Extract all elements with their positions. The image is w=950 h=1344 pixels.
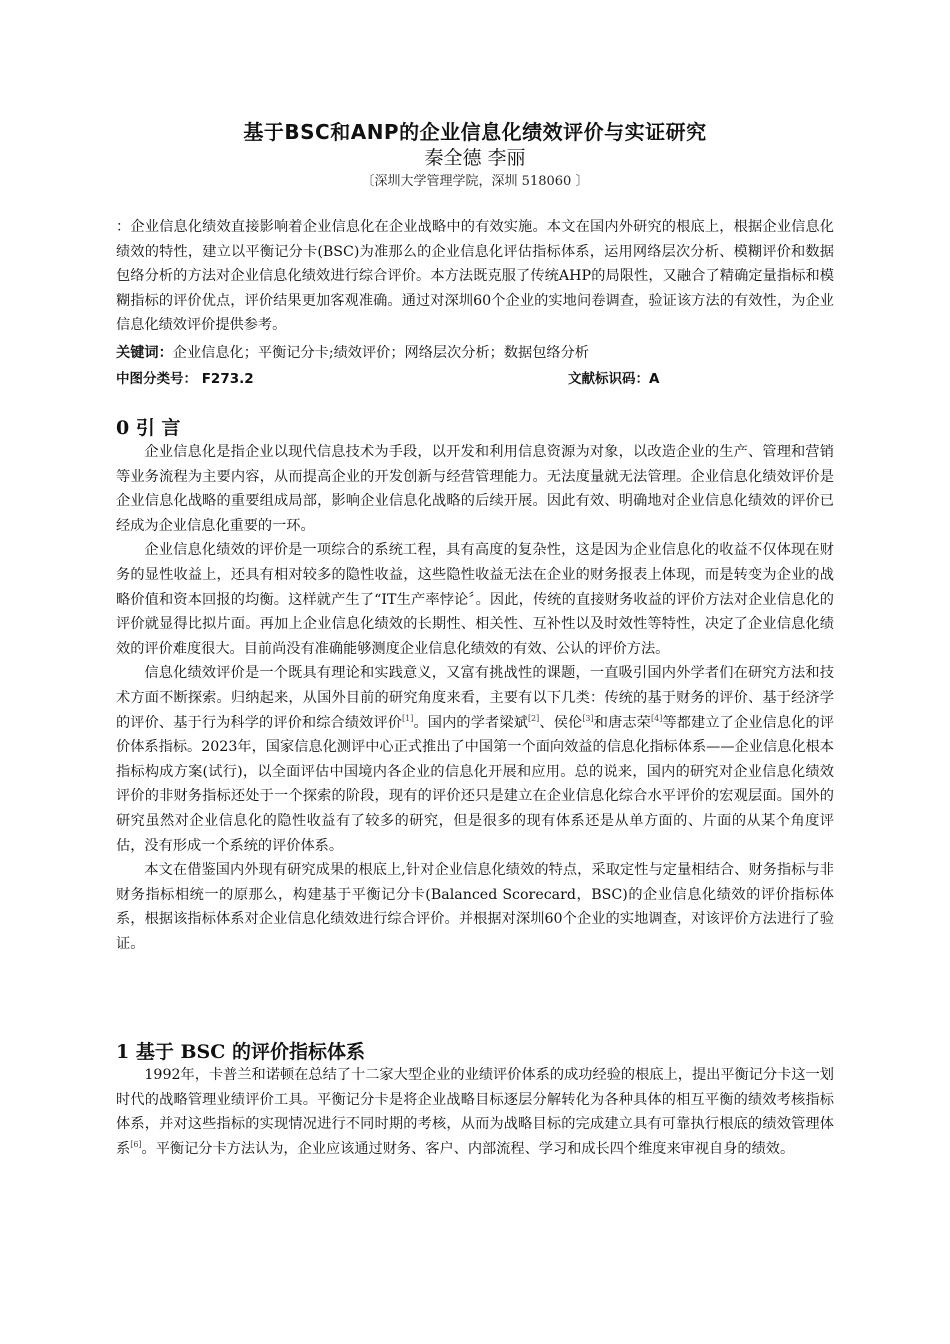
section-heading-bsc: 1 基于 BSC 的评价指标体系 bbox=[116, 1041, 365, 1063]
section-body-introduction bbox=[116, 440, 834, 956]
paragraph bbox=[116, 661, 834, 858]
paragraph-text: 、侯伦 bbox=[539, 714, 583, 731]
paragraph bbox=[116, 1063, 834, 1161]
paragraph: 企业信息化是指企业以现代信息技术为手段，以开发和利用信息资源为对象，以改造企业的生产、管理和营销等业务流程为主要内容，从而提高企业的开发创新与经营管理能力。无法度量就无法管理。企业信息化绩效评价是企业信息化战略的重要组成局部，影响企业信息化战略的后续开展。因此有效、明确地对企业信息化绩效的评价已经成为企业信息化重要的一环。 bbox=[116, 444, 834, 534]
abstract: ：企业信息化绩效直接影响着企业信息化在企业战略中的有效实施。本文在国内外研究的根底上，根据企业信息化绩效的特性，建立以平衡记分卡(BSC)为准那么的企业信息化评估指标体系，运用网络层次分析、模糊评价和数据包络分析的方法对企业信息化绩效进行综合评价。本方法既克服了传统AHP的局限性，又融合了精确定量指标和模糊指标的评价优点，评价结果更加客观准确。通过对深圳60个企业的实地问卷调查，验证该方法的有效性，为企业信息化绩效评价提供参考。 bbox=[116, 219, 834, 334]
paragraph-text: 和唐志荣 bbox=[593, 714, 651, 731]
keywords-line bbox=[116, 341, 834, 366]
classification-row bbox=[116, 367, 834, 387]
paragraph-text: 等都建立了企业信息化的评价体系指标。2023年，国家信息化测评中心正式推出了中国第一个面向效益的信息化指标体系——企业信息化根本指标构成方案(试行)，以全面评估中国境内各企业的信息化开展和应用。总的说来，国内的研究对企业信息化绩效评价的非财务指标还处于一个探索的阶段，现有的评价还只是建立在企业信息化综合水平评价的宏观层面。国外的研究虽然对企业信息化的隐性收益有了较多的研究，但是很多的现有体系还是从单方面的、片面的从某个角度评估，没有形成一个系统的评价体系。 bbox=[116, 714, 834, 854]
keywords-text: 企业信息化；平衡记分卡;绩效评价；网络层次分析；数据包络分析 bbox=[172, 345, 589, 361]
paragraph-text: 信息化绩效评价是一个既具有理论和实践意义，又富有挑战性的课题，一直吸引国内外学者们在研究方法和技术方面不断探索。归纳起来，从国外目前的研究角度来看，主要有以下几类：传统的基于财务的评价、基于经济学的评价、基于行为科学的评价和综合绩效评价 bbox=[116, 665, 834, 731]
paragraph-text: 。国内的学者梁斌 bbox=[413, 714, 528, 731]
citation-ref: [6] bbox=[130, 1139, 142, 1149]
citation-ref: [1] bbox=[402, 713, 414, 723]
citation-ref: [3] bbox=[582, 713, 594, 723]
paper-title: 基于BSC和ANP的企业信息化绩效评价与实证研究 bbox=[243, 120, 707, 144]
paragraph: 企业信息化绩效的评价是一项综合的系统工程，具有高度的复杂性，这是因为企业信息化的收益不仅体现在财务的显性收益上，还具有相对较多的隐性收益，这些隐性收益无法在企业的财务报表上体现，而是转变为企业的战略价值和资本回报的均衡。这样就产生了“IT生产率悖论〞。因此，传统的直接财务收益的评价方法对企业信息化的评价就显得比拟片面。再加上企业信息化绩效的长期性、相关性、互补性以及时效性等特性，决定了企业信息化绩效的评价难度很大。目前尚没有准确能够测度企业信息化绩效的有效、公认的评价方法。 bbox=[116, 542, 834, 657]
section-heading-introduction: 0 引 言 bbox=[116, 417, 181, 439]
paragraph-text: 1992年，卡普兰和诺顿在总结了十二家大型企业的业绩评价体系的成功经验的根底上，提出平衡记分卡这一划时代的战略管理业绩评价工具。平衡记分卡是将企业战略目标逐层分解转化为各种具体的相互平衡的绩效考核指标体系，并对这些指标的实现情况进行不同时期的考核，从而为战略目标的完成建立具有可靠执行根底的绩效管理体系 bbox=[116, 1067, 834, 1157]
document-code: 文献标识码：A bbox=[568, 371, 660, 387]
class-number: 中图分类号： F273.2 bbox=[116, 371, 254, 387]
paper-authors: 秦全德 李丽 bbox=[424, 147, 526, 169]
keywords-label: 关键词： bbox=[116, 345, 173, 361]
paragraph-text: 。平衡记分卡方法认为，企业应该通过财务、客户、内部流程、学习和成长四个维度来审视自身的绩效。 bbox=[141, 1140, 795, 1157]
paper-affiliation: 〔深圳大学管理学院，深圳 518060 〕 bbox=[361, 174, 589, 189]
citation-ref: [4] bbox=[650, 713, 663, 723]
section-body-bsc bbox=[116, 1063, 834, 1161]
paragraph: 本文在借鉴国内外现有研究成果的根底上,针对企业信息化绩效的特点，采取定性与定量相结合、财务指标与非财务指标相统一的原那么，构建基于平衡记分卡(Balanced Scorecard，BSC)的企业信息化绩效的评价指标体系，根据该指标体系对企业信息化绩效进行综合评价。并根据对深圳60个企业的实地调查，对该评价方法进行了验证。 bbox=[116, 862, 834, 952]
citation-ref: [2] bbox=[527, 713, 540, 723]
